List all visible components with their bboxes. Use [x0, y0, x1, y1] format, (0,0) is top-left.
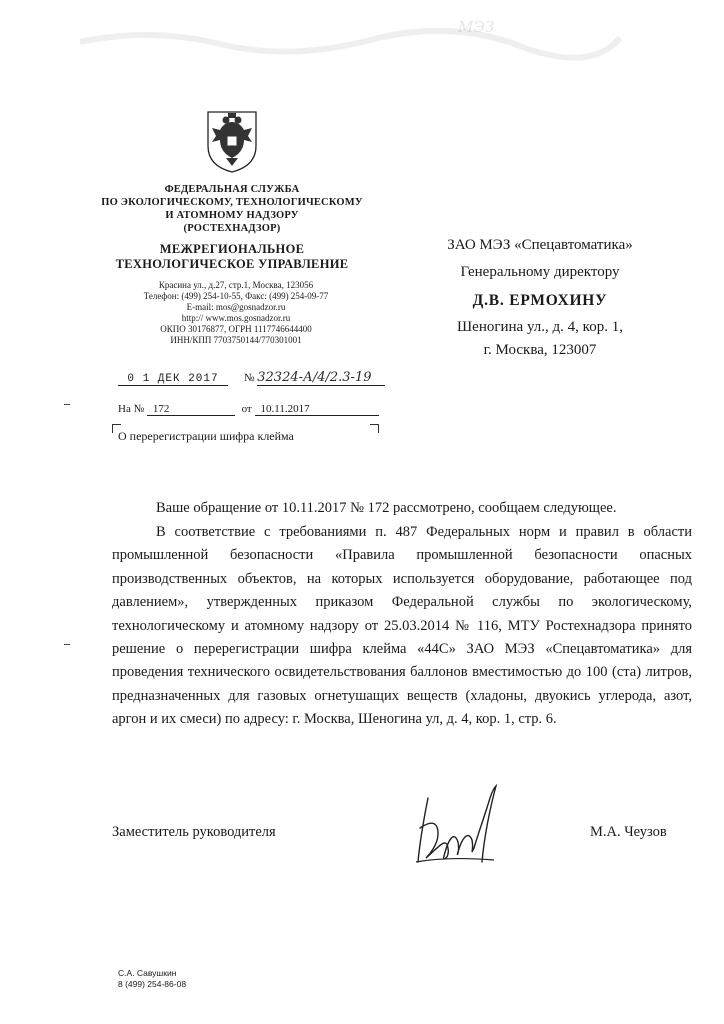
outgoing-date-line: [118, 372, 228, 386]
recipient-address-line2: г. Москва, 123007: [483, 342, 597, 358]
ref-label: На №: [118, 403, 145, 415]
reference-line: [118, 403, 379, 416]
org-line: И АТОМНОМУ НАДЗОРУ: [165, 210, 299, 221]
outgoing-number: 32324-А/4/2.3-19: [257, 370, 385, 386]
org-line: ФЕДЕРАЛЬНАЯ СЛУЖБА: [164, 184, 300, 195]
recipient-company: ЗАО МЭЗ «Спецавтоматика»: [447, 237, 633, 253]
coat-of-arms-icon: [204, 108, 260, 174]
executor-name: С.А. Савушкин: [118, 968, 177, 978]
number-label: №: [244, 372, 255, 384]
org-line: (РОСТЕХНАДЗОР): [183, 223, 281, 234]
sender-contacts-block: [106, 280, 366, 346]
bleed-through-mark: [70, 22, 630, 62]
recipient-address-line1: Шеногина ул., д. 4, кор. 1,: [457, 319, 623, 335]
margin-mark: [64, 644, 70, 645]
executor-block: [118, 968, 186, 990]
signatory-name: М.А. Чеузов: [590, 824, 667, 840]
body-paragraph-1: Ваше обращение от 10.11.2017 № 172 рассмотрено, сообщаем следующее.: [156, 500, 617, 516]
faint-corner-mark: МЭЗ: [458, 18, 495, 36]
subject-bracket-right: [370, 424, 379, 433]
date-stamp: 0 1 ДЕК 2017: [118, 373, 228, 386]
ref-from-label: от: [241, 403, 252, 415]
division-line: ТЕХНОЛОГИЧЕСКОЕ УПРАВЛЕНИЕ: [115, 257, 349, 271]
margin-mark: [64, 404, 70, 405]
contact-line: http:// www.mos.gosnadzor.ru: [181, 313, 291, 323]
body-paragraph-2: В соответствие с требованиями п. 487 Федеральных норм и правил в области промышленной безопасности «Правила промышленной безопасности опасных производственных объектов, на которых используется оборудование, работающее под давлением», утвержденных приказом Федеральной службы по экологическому, технологическому и атомному надзору от 25.03.2014 № 116, МТУ Ростехнадзора принято решение о перерегистрации шифра клейма «44С» ЗАО МЭЗ «Спецавтоматика» для проведения технического освидетельствования баллонов вместимостью до 100 (ста) литров, предназначенных для газовых огнетушащих веществ (хладоны, двуокись углерода, азот, аргон и их смеси) по адресу: г. Москва, Шеногина ул, д. 4, кор. 1, стр. 6.: [112, 524, 692, 728]
recipient-position: Генеральному директору: [460, 264, 620, 280]
recipient-block: [420, 234, 660, 362]
ref-date: 10.11.2017: [255, 403, 379, 416]
outgoing-number-line: [244, 370, 385, 386]
ref-number: 172: [147, 403, 235, 416]
contact-line: ОКПО 30176877, ОГРН 1117746644400: [160, 324, 312, 334]
contact-line: E-mail: mos@gosnadzor.ru: [186, 302, 286, 312]
subject-line: О перерегистрации шифра клейма: [118, 429, 294, 443]
executor-phone: 8 (499) 254-86-08: [118, 979, 187, 989]
contact-line: ИНН/КПП 7703750144/770301001: [170, 335, 302, 345]
org-line: ПО ЭКОЛОГИЧЕСКОМУ, ТЕХНОЛОГИЧЕСКОМУ: [101, 197, 363, 208]
signatory-position: Заместитель руководителя: [112, 824, 276, 840]
recipient-name: Д.В. ЕРМОХИНУ: [472, 292, 608, 309]
sender-org-block: [92, 183, 372, 235]
contact-line: Телефон: (499) 254-10-55, Факс: (499) 254-09-77: [143, 291, 329, 301]
contact-line: Красина ул., д.27, стр.1, Москва, 123056: [158, 280, 314, 290]
division-line: МЕЖРЕГИОНАЛЬНОЕ: [159, 242, 305, 256]
handwritten-signature: [398, 778, 508, 870]
sender-division-block: [92, 242, 372, 272]
